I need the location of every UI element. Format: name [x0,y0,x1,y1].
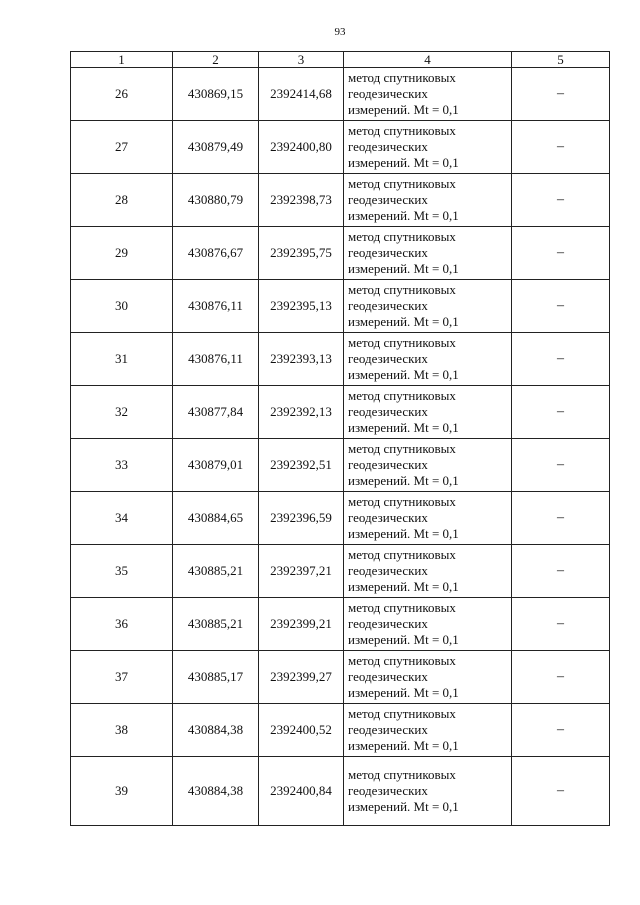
y-coordinate-cell: 2392393,13 [259,333,344,386]
y-coordinate-cell: 2392400,52 [259,704,344,757]
point-number-cell: 38 [71,704,173,757]
x-coordinate-cell: 430876,11 [173,333,259,386]
method-text-line-3: измерений. Mt = 0,1 [348,799,459,814]
x-coordinate-cell: 430885,21 [173,545,259,598]
x-coordinate-cell: 430869,15 [173,68,259,121]
y-coordinate-cell: 2392399,27 [259,651,344,704]
x-coordinate-cell: 430884,38 [173,757,259,826]
note-cell: – [512,68,610,121]
x-coordinate-cell: 430876,11 [173,280,259,333]
table-body [71,68,610,826]
method-text-line-1: метод спутниковых [348,600,456,615]
method-cell [344,68,512,121]
method-cell [344,121,512,174]
method-text-line-2: геодезических [348,669,428,684]
column-header-3: 3 [259,52,344,68]
point-number-cell: 35 [71,545,173,598]
method-cell [344,227,512,280]
method-text-line-2: геодезических [348,139,428,154]
note-cell: – [512,439,610,492]
point-number-cell: 27 [71,121,173,174]
point-number-cell: 29 [71,227,173,280]
note-cell: – [512,492,610,545]
method-text-line-2: геодезических [348,192,428,207]
table-row [71,598,610,651]
method-text-line-2: геодезических [348,457,428,472]
method-text-line-2: геодезических [348,616,428,631]
method-text-line-1: метод спутниковых [348,767,456,782]
note-cell: – [512,121,610,174]
x-coordinate-cell: 430876,67 [173,227,259,280]
column-header-5: 5 [512,52,610,68]
method-cell [344,439,512,492]
method-text-line-3: измерений. Mt = 0,1 [348,632,459,647]
method-text-line-1: метод спутниковых [348,282,456,297]
method-text-line-3: измерений. Mt = 0,1 [348,102,459,117]
method-text-line-3: измерений. Mt = 0,1 [348,579,459,594]
method-text-line-3: измерений. Mt = 0,1 [348,367,459,382]
point-number-cell: 30 [71,280,173,333]
method-text-line-2: геодезических [348,722,428,737]
column-header-2: 2 [173,52,259,68]
method-cell [344,598,512,651]
method-text-line-2: геодезических [348,298,428,313]
y-coordinate-cell: 2392397,21 [259,545,344,598]
point-number-cell: 31 [71,333,173,386]
method-cell [344,492,512,545]
method-text-line-1: метод спутниковых [348,547,456,562]
method-cell [344,386,512,439]
x-coordinate-cell: 430880,79 [173,174,259,227]
y-coordinate-cell: 2392399,21 [259,598,344,651]
table-row [71,68,610,121]
method-text-line-2: геодезических [348,86,428,101]
method-text-line-1: метод спутниковых [348,388,456,403]
method-text-line-3: измерений. Mt = 0,1 [348,261,459,276]
point-number-cell: 39 [71,757,173,826]
method-cell [344,333,512,386]
x-coordinate-cell: 430885,21 [173,598,259,651]
table-row [71,757,610,826]
table-row [71,227,610,280]
method-text-line-3: измерений. Mt = 0,1 [348,738,459,753]
x-coordinate-cell: 430885,17 [173,651,259,704]
method-text-line-2: геодезических [348,510,428,525]
method-text-line-3: измерений. Mt = 0,1 [348,314,459,329]
y-coordinate-cell: 2392398,73 [259,174,344,227]
method-text-line-3: измерений. Mt = 0,1 [348,208,459,223]
point-number-cell: 37 [71,651,173,704]
method-text-line-1: метод спутниковых [348,123,456,138]
table-row [71,704,610,757]
method-text-line-2: геодезических [348,783,428,798]
method-text-line-1: метод спутниковых [348,706,456,721]
point-number-cell: 32 [71,386,173,439]
y-coordinate-cell: 2392400,84 [259,757,344,826]
method-text-line-1: метод спутниковых [348,335,456,350]
method-text-line-3: измерений. Mt = 0,1 [348,155,459,170]
column-header-4: 4 [344,52,512,68]
x-coordinate-cell: 430877,84 [173,386,259,439]
y-coordinate-cell: 2392395,13 [259,280,344,333]
note-cell: – [512,333,610,386]
note-cell: – [512,704,610,757]
table-row [71,333,610,386]
table-row [71,545,610,598]
method-cell [344,704,512,757]
table-row [71,174,610,227]
note-cell: – [512,280,610,333]
method-cell [344,545,512,598]
method-text-line-2: геодезических [348,404,428,419]
y-coordinate-cell: 2392400,80 [259,121,344,174]
method-text-line-2: геодезических [348,351,428,366]
x-coordinate-cell: 430884,65 [173,492,259,545]
y-coordinate-cell: 2392414,68 [259,68,344,121]
method-cell [344,757,512,826]
note-cell: – [512,227,610,280]
table-row [71,492,610,545]
y-coordinate-cell: 2392392,51 [259,439,344,492]
x-coordinate-cell: 430879,49 [173,121,259,174]
point-number-cell: 26 [71,68,173,121]
note-cell: – [512,386,610,439]
method-cell [344,651,512,704]
coordinates-table [70,51,610,826]
method-text-line-3: измерений. Mt = 0,1 [348,420,459,435]
method-text-line-1: метод спутниковых [348,653,456,668]
method-text-line-3: измерений. Mt = 0,1 [348,473,459,488]
x-coordinate-cell: 430879,01 [173,439,259,492]
method-text-line-2: геодезических [348,563,428,578]
table-row [71,651,610,704]
method-cell [344,280,512,333]
x-coordinate-cell: 430884,38 [173,704,259,757]
method-text-line-1: метод спутниковых [348,441,456,456]
note-cell: – [512,174,610,227]
column-header-1: 1 [71,52,173,68]
method-text-line-1: метод спутниковых [348,70,456,85]
method-text-line-1: метод спутниковых [348,494,456,509]
point-number-cell: 36 [71,598,173,651]
table-row [71,121,610,174]
method-text-line-2: геодезических [348,245,428,260]
table-row [71,280,610,333]
method-text-line-3: измерений. Mt = 0,1 [348,526,459,541]
method-text-line-1: метод спутниковых [348,176,456,191]
note-cell: – [512,598,610,651]
note-cell: – [512,545,610,598]
table-header-row [71,52,610,68]
note-cell: – [512,757,610,826]
point-number-cell: 28 [71,174,173,227]
note-cell: – [512,651,610,704]
y-coordinate-cell: 2392395,75 [259,227,344,280]
table-row [71,386,610,439]
table-row [71,439,610,492]
y-coordinate-cell: 2392396,59 [259,492,344,545]
method-cell [344,174,512,227]
page-number: 93 [334,26,346,38]
point-number-cell: 34 [71,492,173,545]
method-text-line-1: метод спутниковых [348,229,456,244]
point-number-cell: 33 [71,439,173,492]
method-text-line-3: измерений. Mt = 0,1 [348,685,459,700]
y-coordinate-cell: 2392392,13 [259,386,344,439]
